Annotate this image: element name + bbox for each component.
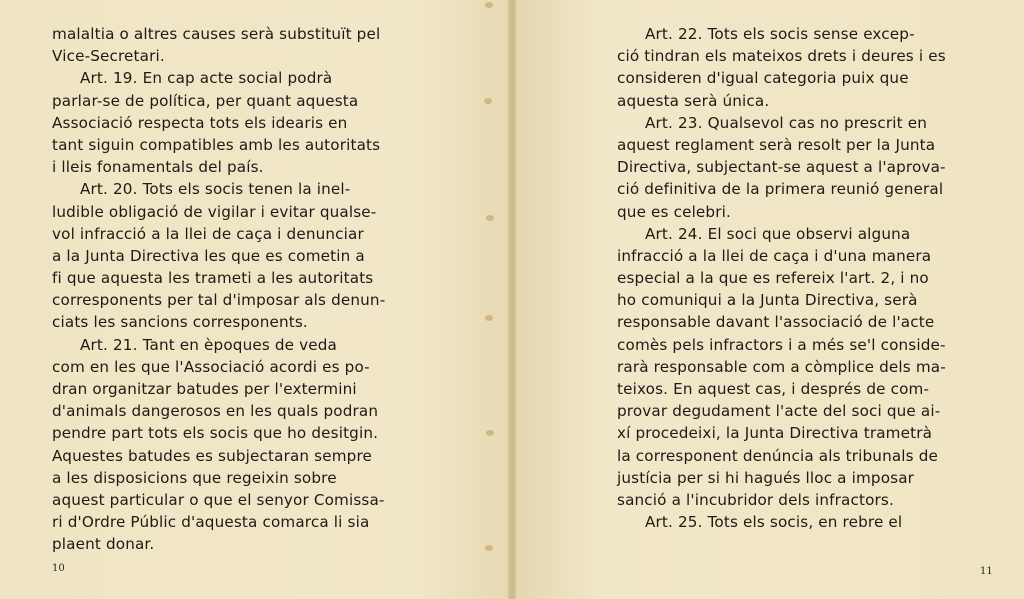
text-line: dran organitzar batudes per l'extermini (52, 380, 357, 398)
text-line: responsable davant l'associació de l'acte (617, 313, 935, 332)
text-line: consideren d'igual categoria puix que (617, 69, 909, 88)
text-line: teixos. En aquest cas, i després de com- (617, 380, 930, 398)
paper-stain (485, 2, 493, 8)
text-line: malaltia o altres causes serà substituït pel (52, 25, 381, 43)
book-gutter (508, 0, 516, 599)
text-line: Associació respecta tots els idearis en (52, 113, 348, 132)
text-line: la corresponent denúncia als tribunals de (617, 446, 938, 465)
text-line: vol infracció a la llei de caça i denunciar (52, 224, 364, 243)
text-line: comès pels infractors i a més se'l conside- (617, 335, 946, 354)
paper-stain (485, 315, 493, 321)
text-line: que es celebri. (617, 202, 731, 221)
text-line: Art. 25. Tots els socis, en rebre el (645, 513, 903, 532)
left-page-text (52, 23, 418, 556)
text-line: a les disposicions que regeixin sobre (52, 468, 337, 487)
text-line: plaent donar. (52, 535, 155, 554)
text-line: ri d'Ordre Públic d'aquesta comarca li sia (52, 513, 370, 532)
text-line: Art. 22. Tots els socis sense excep- (645, 25, 915, 43)
text-line: ho comuniqui a la Junta Directiva, serà (617, 291, 918, 310)
text-line: parlar-se de política, per quant aquesta (52, 91, 359, 110)
text-line: d'animals dangerosos en les quals podran (52, 402, 379, 421)
text-line: provar degudament l'acte del soci que ai- (617, 402, 941, 421)
text-line: especial a la que es refereix l'art. 2, i no (617, 269, 929, 288)
text-line: pendre part tots els socis que ho desitgin. (52, 424, 379, 443)
text-line: Art. 24. El soci que observi alguna (645, 224, 911, 243)
paper-stain (484, 98, 492, 104)
text-line: ludible obligació de vigilar i evitar qualse- (52, 202, 377, 221)
page-number-right: 11 (980, 566, 993, 577)
right-page-text (617, 23, 989, 533)
text-line: Directiva, subjectant-se aquest a l'aprova- (617, 158, 946, 177)
text-line: rarà responsable com a còmplice dels ma- (617, 357, 946, 376)
text-line: xí procedeixi, la Junta Directiva trametrà (617, 424, 933, 443)
text-line: ció tindran els mateixos drets i deures i es (617, 47, 946, 66)
text-line: Art. 21. Tant en èpoques de veda (80, 335, 338, 354)
text-line: aquesta serà única. (617, 91, 770, 110)
text-line: ció definitiva de la primera reunió general (617, 180, 944, 199)
text-line: Vice-Secretari. (52, 47, 165, 66)
text-line: infracció a la llei de caça i d'una manera (617, 246, 932, 265)
text-line: ciats les sancions corresponents. (52, 313, 308, 332)
text-line: aquest particular o que el senyor Comissa- (52, 490, 385, 509)
text-line: Art. 19. En cap acte social podrà (80, 69, 333, 88)
text-line: sanció a l'incubridor dels infractors. (617, 490, 894, 509)
text-line: Aquestes batudes es subjectaran sempre (52, 446, 373, 465)
text-line: com en les que l'Associació acordi es po- (52, 357, 370, 376)
text-line: corresponents per tal d'imposar als denun- (52, 291, 386, 310)
text-line: justícia per si hi hagués lloc a imposar (617, 468, 915, 487)
paper-stain (486, 215, 494, 221)
paper-stain (485, 545, 493, 551)
text-line: tant siguin compatibles amb les autoritats (52, 135, 381, 154)
text-line: aquest reglament serà resolt per la Junta (617, 135, 936, 154)
page-number-left: 10 (52, 563, 65, 574)
text-line: Art. 20. Tots els socis tenen la inel- (80, 180, 351, 199)
text-line: i lleis fonamentals del país. (52, 158, 264, 177)
text-line: Art. 23. Qualsevol cas no prescrit en (645, 113, 927, 132)
text-line: a la Junta Directiva les que es cometin a (52, 246, 365, 265)
text-line: fi que aquesta les trameti a les autoritats (52, 269, 374, 288)
paper-stain (486, 430, 494, 436)
